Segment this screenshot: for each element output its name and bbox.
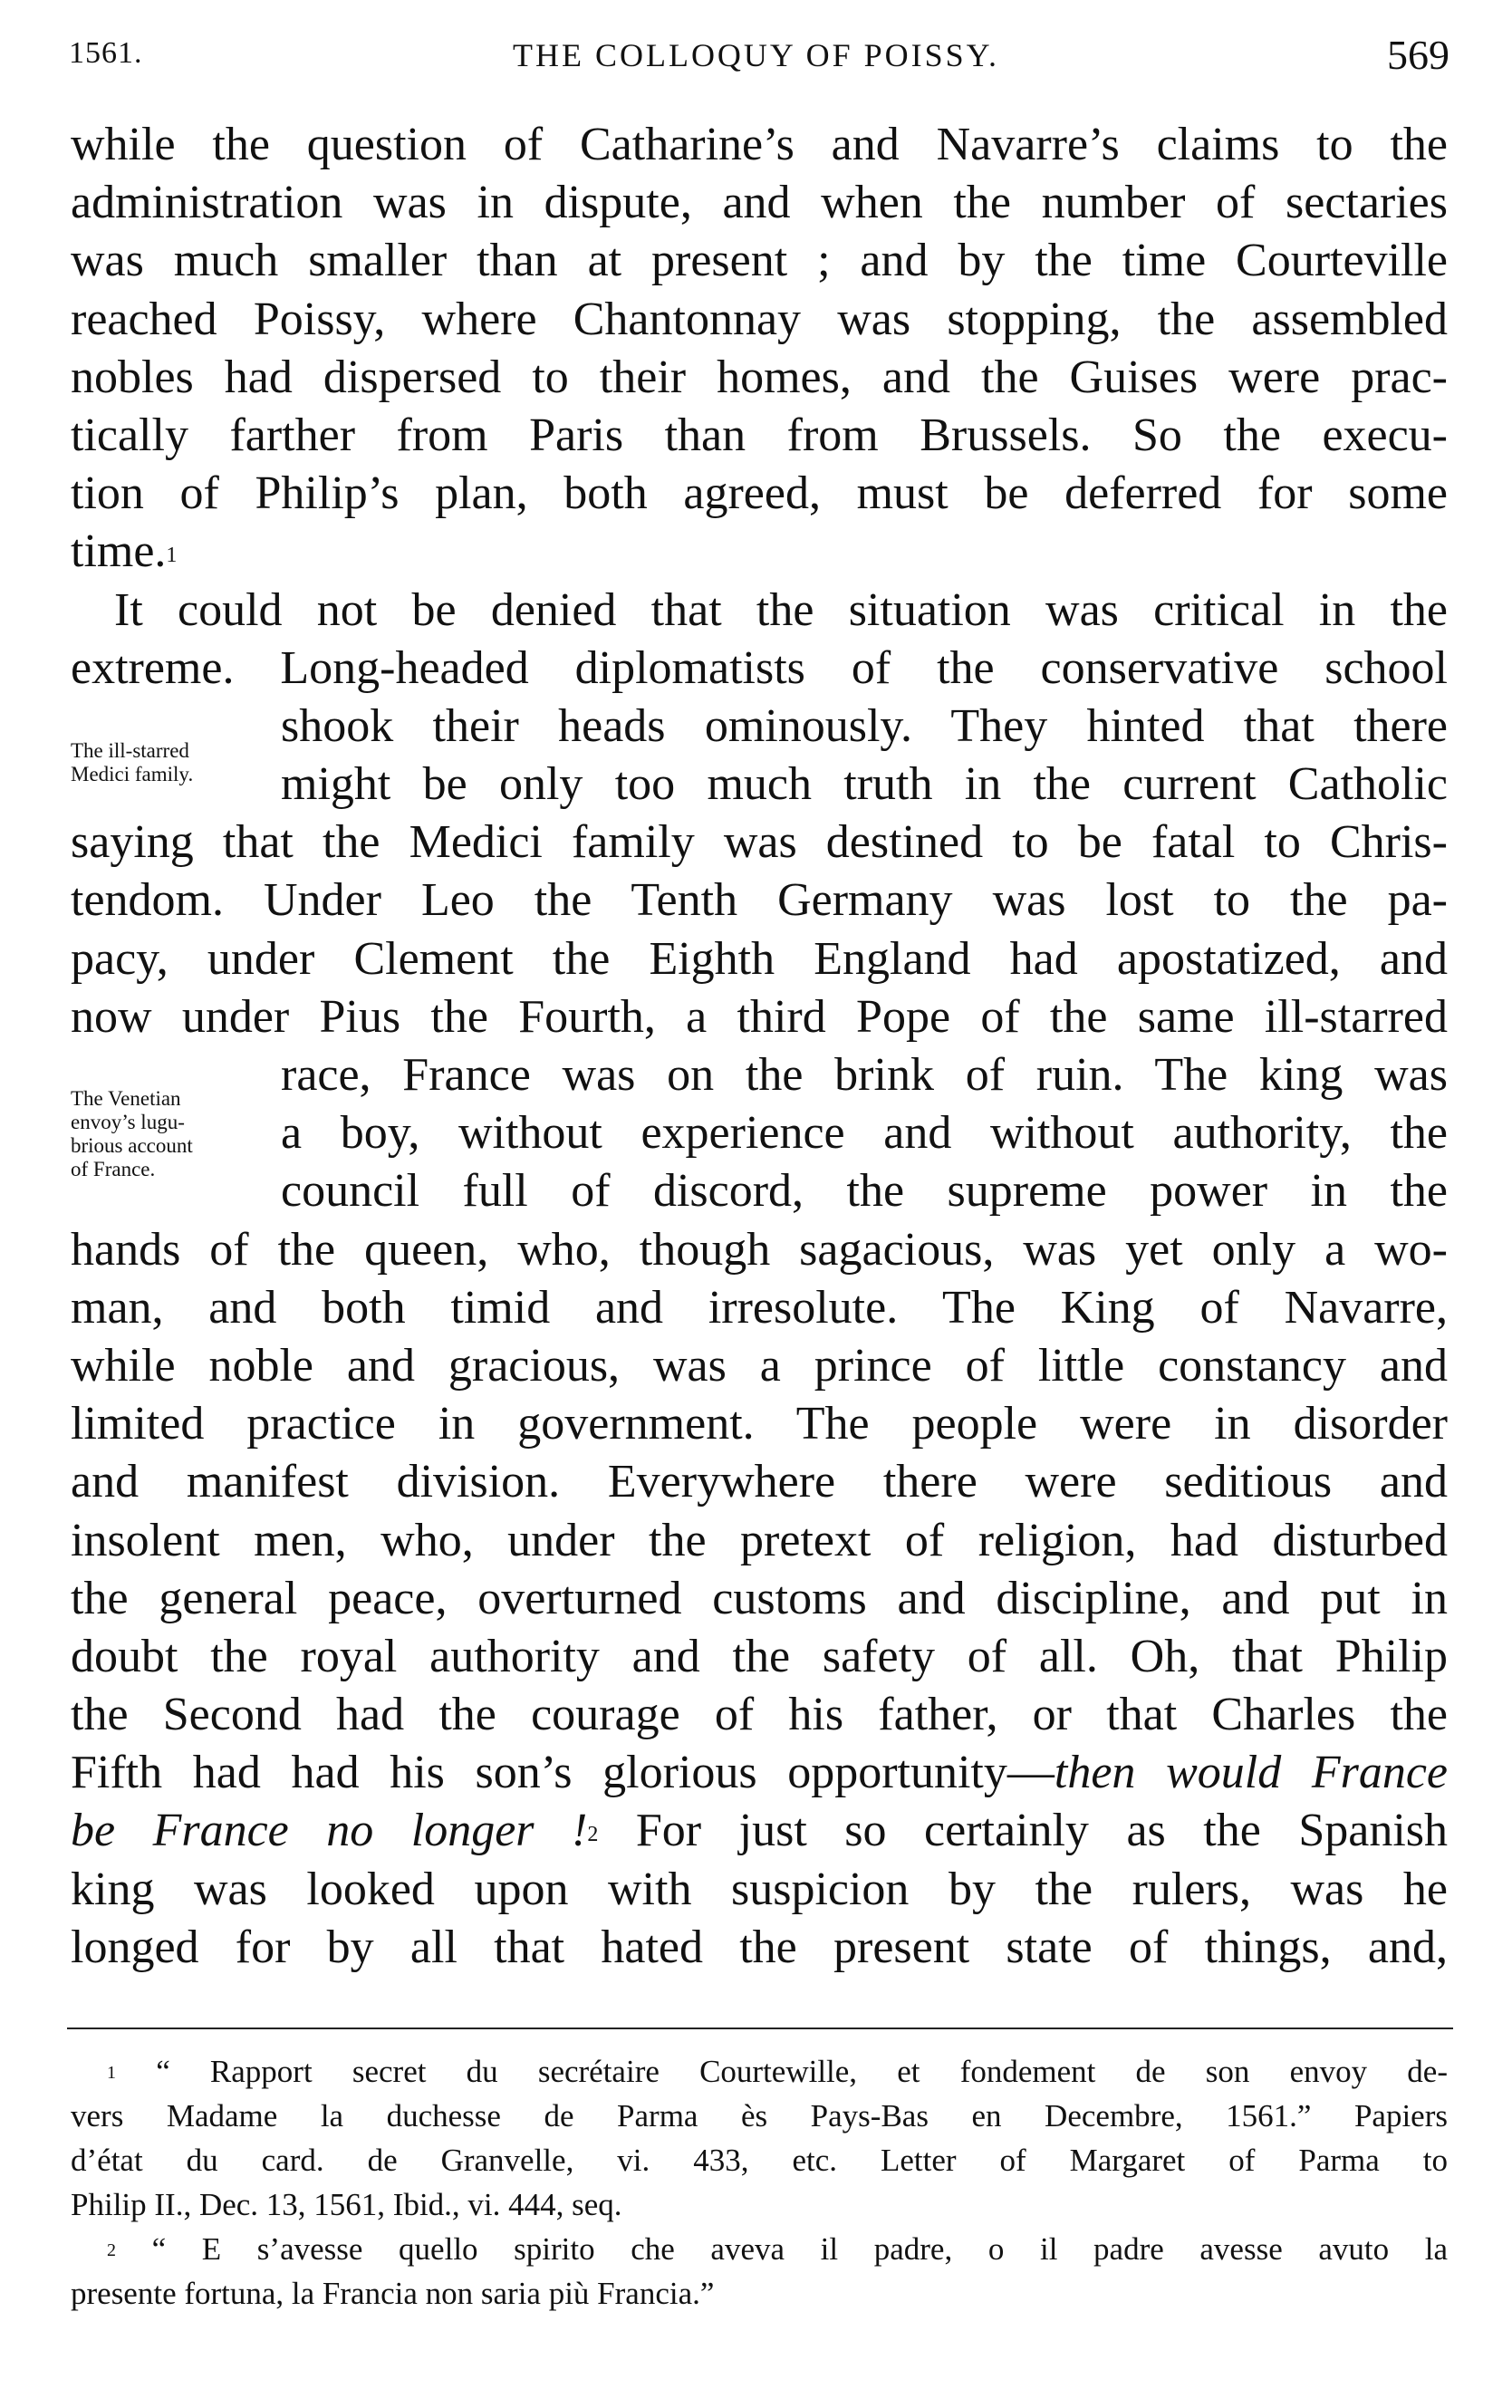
margin-note-venetian (71, 1087, 193, 1181)
footnote-number: 1 (107, 2063, 116, 2083)
text-line: nobles had dispersed to their homes, and the Guises were prac- (71, 351, 1448, 403)
text-fragment: time. (71, 525, 167, 578)
text-line: saying that the Medici family was destined to be fatal to Chris- (71, 816, 1448, 869)
text-line: while the question of Catharine’s and Navarre’s claims to the (71, 119, 1448, 170)
text-line: king was looked upon with suspicion by the rulers, was he (71, 1863, 1448, 1915)
margin-note-line: Medici family. (71, 763, 194, 785)
text-line: the Second had the courage of his father, or that Charles the (71, 1689, 1448, 1741)
text-fragment: “ E s’avesse quello spirito che aveva il padre, o il padre avesse avuto la (151, 2231, 1449, 2267)
footnote-line (71, 2049, 1448, 2094)
text-fragment: “ Rapport secret du secrétaire Courtewille, et fondement de son envoy de- (156, 2054, 1448, 2089)
footnote-line: d’état du card. de Granvelle, vi. 433, etc. Letter of Margaret of Parma to (71, 2143, 1448, 2178)
text-line: might be only too much truth in the current Catholic (281, 758, 1448, 811)
text-line: longed for by all that hated the present state of things, and, (71, 1921, 1448, 1973)
text-line: while noble and gracious, was a prince of little constancy and (71, 1339, 1448, 1392)
text-line: tion of Philip’s plan, both agreed, must be deferred for some (71, 467, 1448, 520)
text-line (71, 1744, 1448, 1802)
text-line: administration was in dispute, and when the number of sectaries (71, 177, 1448, 229)
text-line: reached Poissy, where Chantonnay was stopping, the assembled (71, 293, 1448, 345)
text-line: tendom. Under Leo the Tenth Germany was lost to the pa- (71, 874, 1448, 927)
text-line: insolent men, who, under the pretext of religion, had disturbed (71, 1514, 1448, 1566)
running-head-title: THE COLLOQUY OF POISSY. (512, 37, 1000, 73)
text-line (71, 1802, 1448, 1860)
running-head (0, 31, 1512, 76)
text-line: extreme. Long-headed diplomatists of the conservative school (71, 641, 1448, 694)
footnote-ref-1: 1 (166, 544, 178, 568)
page-number: 569 (1387, 32, 1449, 78)
running-head-year: 1561. (69, 36, 143, 70)
italic-text: then would France (1054, 1747, 1449, 1799)
footnotes (71, 2049, 1448, 2316)
margin-note-line: The ill-starred (71, 739, 189, 762)
footnote-line (71, 2227, 1448, 2271)
footnote-ref-2: 2 (587, 1823, 599, 1847)
footnote-line: presente fortuna, la Francia non saria più Francia.” (71, 2276, 715, 2311)
text-line: tically farther from Paris than from Brussels. So the execu- (71, 409, 1448, 461)
text-line: hands of the queen, who, though sagacious, was yet only a wo- (71, 1223, 1448, 1276)
footnote-number: 2 (107, 2240, 116, 2260)
body-text (71, 116, 1448, 1977)
text-line: limited practice in government. The people were in disorder (71, 1398, 1448, 1450)
text-line: shook their heads ominously. They hinted that there (281, 699, 1448, 752)
footnote-line: vers Madame la duchesse de Parma ès Pays-Bas en Decembre, 1561.” Papiers (71, 2098, 1448, 2133)
text-line: pacy, under Clement the Eighth England had apostatized, and (71, 932, 1448, 985)
margin-note-line: brious account (71, 1134, 193, 1157)
text-fragment: For just so certainly as the Spanish (635, 1805, 1448, 1857)
text-line: race, France was on the brink of ruin. The king was (281, 1049, 1448, 1101)
text-line: council full of discord, the supreme power in the (281, 1165, 1448, 1218)
text-line: doubt the royal authority and the safety of all. Oh, that Philip (71, 1630, 1448, 1682)
text-line: now under Pius the Fourth, a third Pope of the same ill-starred (71, 990, 1448, 1043)
margin-note-line: The Venetian (71, 1087, 181, 1110)
footnote-line: Philip II., Dec. 13, 1561, Ibid., vi. 444, seq. (71, 2187, 622, 2222)
text-line: the general peace, overturned customs and discipline, and put in (71, 1572, 1448, 1624)
footnote-rule (67, 2028, 1453, 2029)
text-line: and manifest division. Everywhere there were seditious and (71, 1456, 1448, 1508)
text-line: It could not be denied that the situation was critical in the (114, 583, 1448, 636)
text-line: was much smaller than at present ; and by the time Courteville (71, 235, 1448, 287)
text-line: a boy, without experience and without authority, the (281, 1107, 1448, 1160)
text-fragment: Fifth had had his son’s glorious opportunity— (71, 1747, 1055, 1799)
margin-note-line: of France. (71, 1158, 156, 1180)
margin-note-medici (71, 739, 193, 786)
margin-note-line: envoy’s lugu- (71, 1111, 185, 1133)
text-line: man, and both timid and irresolute. The King of Navarre, (71, 1281, 1448, 1334)
italic-text: be France no longer ! (71, 1805, 588, 1857)
text-line (71, 523, 1448, 581)
